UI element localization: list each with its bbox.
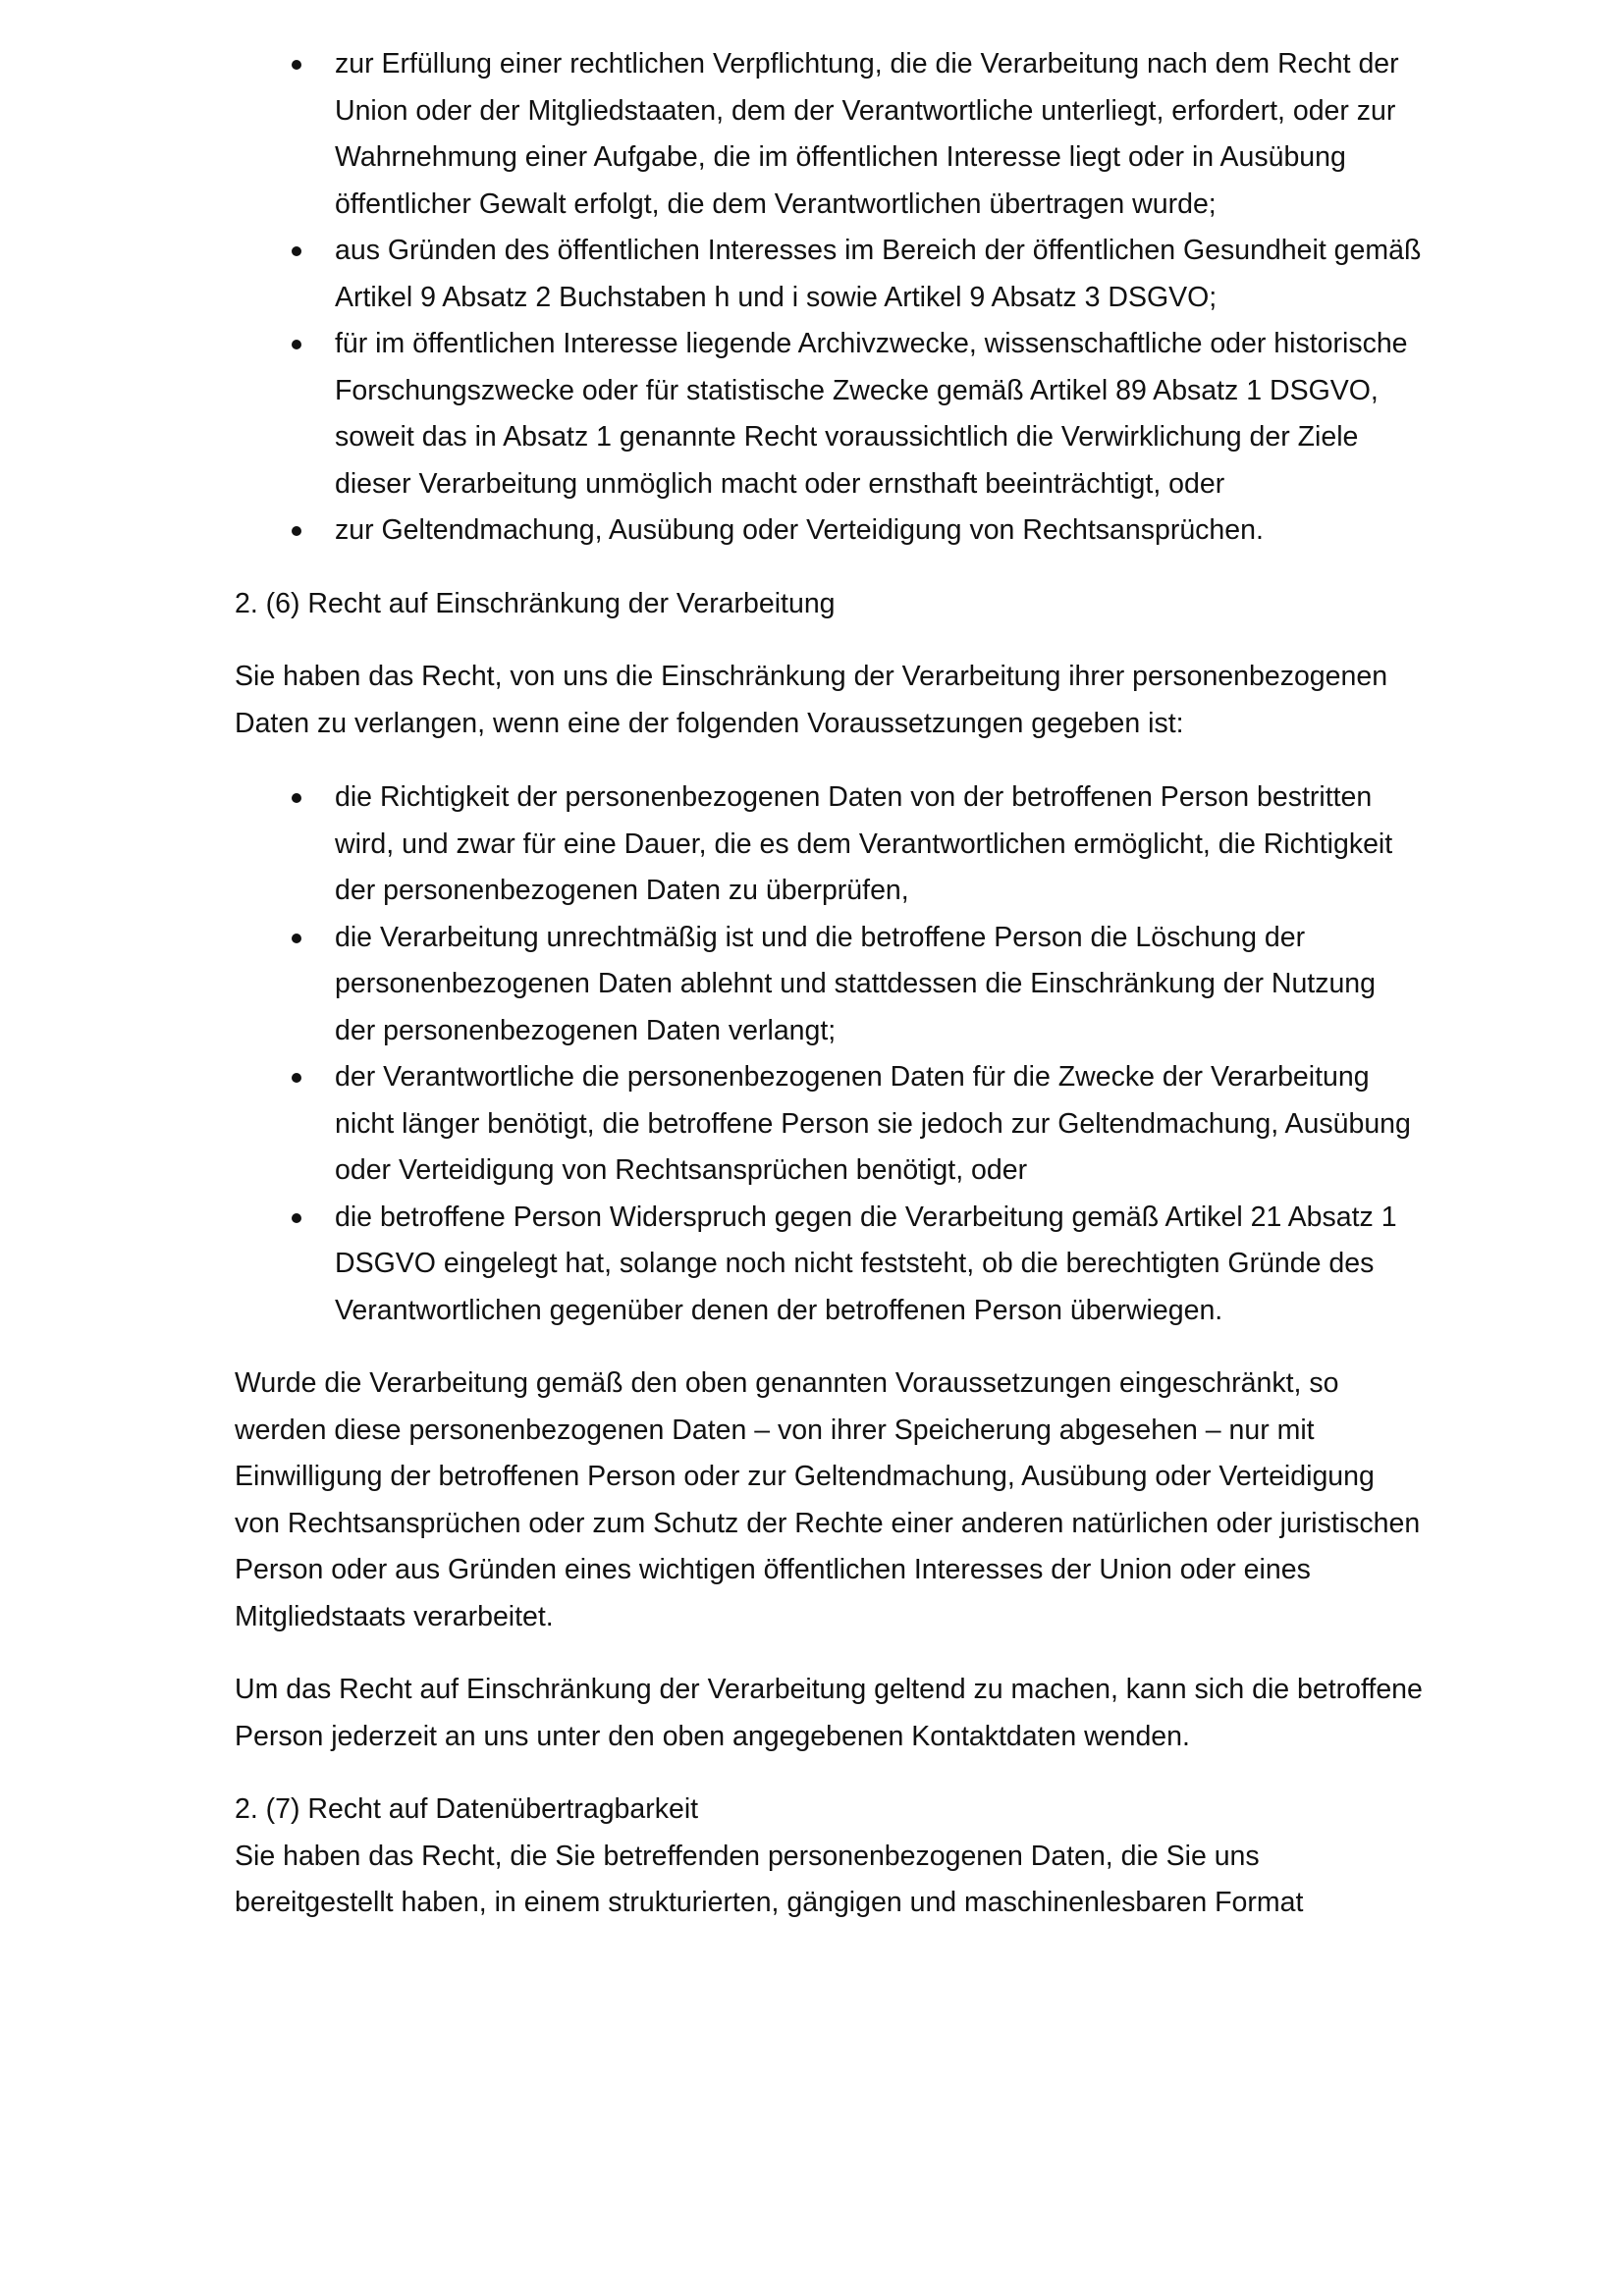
objection-exceptions-list	[235, 41, 1423, 555]
list-item	[235, 321, 1423, 507]
paragraph-restricted-processing: Wurde die Verarbeitung gemäß den oben genannten Voraussetzungen eingeschränkt, so werden diese personenbezogenen Daten – von ihrer Speicherung abgesehen – nur mit Einwilligung der betroffenen Person oder zur Geltendmachung, Ausübung oder Verteidigung von Rechtsansprüchen oder zum Schutz der Rechte einer anderen natürlichen oder juristischen Person oder aus Gründen eines wichtigen öffentlichen Interesses der Union oder eines Mitgliedstaats verarbeitet.	[235, 1367, 1421, 1632]
bullet-icon	[292, 526, 301, 536]
list-item	[235, 1054, 1423, 1195]
section-intro-portability: Sie haben das Recht, die Sie betreffenden personenbezogenen Daten, die Sie uns bereitgestellt haben, in einem strukturierten, gängigen und maschinenlesbaren Format	[235, 1840, 1304, 1918]
bullet-icon	[292, 934, 301, 943]
bullet-icon	[292, 1213, 301, 1223]
bullet-icon	[292, 246, 301, 256]
bullet-icon	[292, 60, 301, 70]
list-item	[235, 1195, 1423, 1335]
list-item	[235, 915, 1423, 1055]
list-item-text: die Verarbeitung unrechtmäßig ist und die betroffene Person die Löschung der personenbezogenen Daten ablehnt und stattdessen die Einschränkung der Nutzung der personenbezogenen Daten verlangt;	[335, 921, 1377, 1046]
list-item-text: aus Gründen des öffentlichen Interesses im Bereich der öffentlichen Gesundheit gemäß Artikel 9 Absatz 2 Buchstaben h und i sowie Artikel 9 Absatz 3 DSGVO;	[335, 235, 1422, 313]
list-item-text: die Richtigkeit der personenbezogenen Daten von der betroffenen Person bestritten wird, und zwar für eine Dauer, die es dem Verantwortlichen ermöglicht, die Richtigkeit der personenbezogenen Daten zu überprüfen,	[335, 781, 1393, 906]
document-page	[235, 41, 1423, 1927]
bullet-icon	[292, 340, 301, 349]
list-item	[235, 228, 1423, 321]
list-item-text: zur Geltendmachung, Ausübung oder Verteidigung von Rechtsansprüchen.	[335, 514, 1264, 546]
list-item-text: zur Erfüllung einer rechtlichen Verpflichtung, die die Verarbeitung nach dem Recht der Union oder der Mitgliedstaaten, dem der Verantwortliche unterliegt, erfordert, oder zur Wahrnehmung einer Aufgabe, die im öffentlichen Interesse liegt oder in Ausübung öffentlicher Gewalt erfolgt, die dem Verantwortlichen übertragen wurde;	[335, 48, 1399, 220]
bullet-icon	[292, 1073, 301, 1083]
list-item-text: für im öffentlichen Interesse liegende Archivzwecke, wissenschaftliche oder historische Forschungszwecke oder für statistische Zwecke gemäß Artikel 89 Absatz 1 DSGVO, soweit das in Absatz 1 genannte Recht voraussichtlich die Verwirklichung der Ziele dieser Verarbeitung unmöglich macht oder ernsthaft beeinträchtigt, oder	[335, 328, 1408, 500]
bullet-icon	[292, 793, 301, 803]
section-heading-restriction: 2. (6) Recht auf Einschränkung der Verarbeitung	[235, 587, 836, 619]
list-item-text: der Verantwortliche die personenbezogenen Daten für die Zwecke der Verarbeitung nicht länger benötigt, die betroffene Person sie jedoch zur Geltendmachung, Ausübung oder Verteidigung von Rechtsansprüchen benötigt, oder	[335, 1061, 1411, 1186]
list-item	[235, 507, 1423, 555]
section-heading-portability: 2. (7) Recht auf Datenübertragbarkeit	[235, 1793, 699, 1825]
paragraph-exercise-right: Um das Recht auf Einschränkung der Verarbeitung geltend zu machen, kann sich die betroffene Person jederzeit an uns unter den oben angegebenen Kontaktdaten wenden.	[235, 1674, 1423, 1752]
list-item	[235, 41, 1423, 228]
section-intro-restriction: Sie haben das Recht, von uns die Einschränkung der Verarbeitung ihrer personenbezogenen Daten zu verlangen, wenn eine der folgenden Voraussetzungen gegeben ist:	[235, 661, 1388, 739]
restriction-conditions-list	[235, 774, 1423, 1334]
list-item	[235, 774, 1423, 915]
list-item-text: die betroffene Person Widerspruch gegen die Verarbeitung gemäß Artikel 21 Absatz 1 DSGVO eingelegt hat, solange noch nicht feststeht, ob die berechtigten Gründe des Verantwortlichen gegenüber denen der betroffenen Person überwiegen.	[335, 1201, 1397, 1326]
